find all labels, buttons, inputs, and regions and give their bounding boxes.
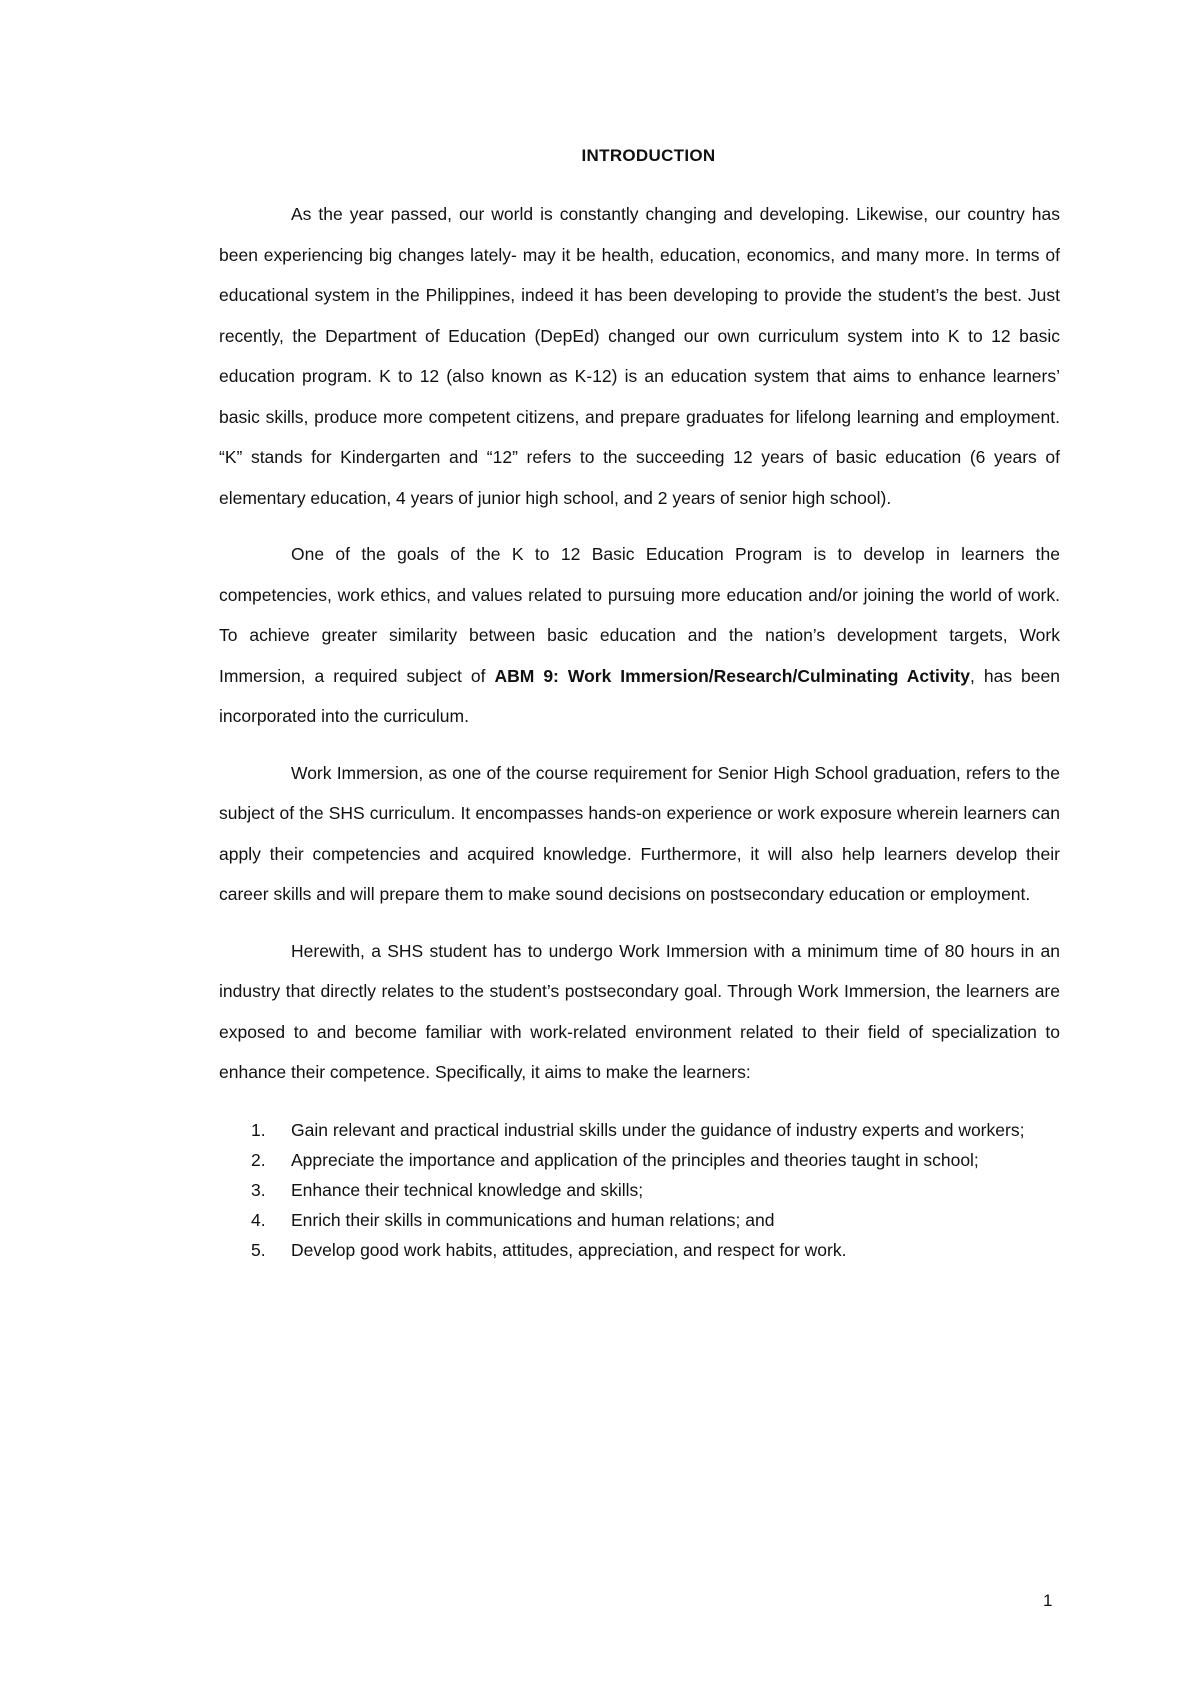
list-item-text: Enrich their skills in communications and human relations; and [291,1209,775,1230]
paragraph-4: Herewith, a SHS student has to undergo Work Immersion with a minimum time of 80 hours in an industry that directly relates to the student’s postsecondary goal. Through Work Immersion, the learners are exposed to and become familiar with work-related environment related to their field of specialization to enhance their competence. Specifically, it aims to make the learners: [219,940,1060,1082]
list-item-number: 1. [251,1119,266,1140]
list-item [219,1205,1060,1235]
list-item [219,1235,1060,1265]
page-number: 1 [1043,1591,1053,1610]
list-item-number: 4. [251,1209,266,1230]
list-item [219,1145,1060,1175]
list-item [219,1175,1060,1205]
list-item-text: Appreciate the importance and application of the principles and theories taught in school; [291,1149,979,1170]
list-item-text: Gain relevant and practical industrial skills under the guidance of industry experts and workers; [291,1119,1025,1140]
aims-list [219,1115,1060,1265]
paragraph-2-bold-subject: ABM 9: Work Immersion/Research/Culminating Activity [494,665,970,686]
page-title: INTRODUCTION [581,146,716,165]
list-item-number: 2. [251,1149,266,1170]
list-item-number: 3. [251,1179,266,1200]
paragraph-2-text-before: One of the goals of the K to 12 Basic Education Program is to develop in learners the competencies, work ethics, and values related to pursuing more education and/or joining the world of work. To achieve greater similarity between basic education and the nation’s development targets, Work Immersion, a required subject of [219,544,1060,686]
paragraph-2 [219,534,1060,737]
page-content [219,146,1060,1265]
paragraph-1: As the year passed, our world is constantly changing and developing. Likewise, our country has been experiencing big changes lately- may it be health, education, economics, and many more. In terms of educational system in the Philippines, indeed it has been developing to provide the student’s the best. Just recently, the Department of Education (DepEd) changed our own curriculum system into K to 12 basic education program. K to 12 (also known as K-12) is an education system that aims to enhance learners’ basic skills, produce more competent citizens, and prepare graduates for lifelong learning and employment. “K” stands for Kindergarten and “12” refers to the succeeding 12 years of basic education (6 years of elementary education, 4 years of junior high school, and 2 years of senior high school). [219,204,1060,508]
list-item [219,1115,1060,1145]
list-item-number: 5. [251,1239,266,1260]
paragraph-3: Work Immersion, as one of the course requirement for Senior High School graduation, refers to the subject of the SHS curriculum. It encompasses hands-on experience or work exposure wherein learners can apply their competencies and acquired knowledge. Furthermore, it will also help learners develop their career skills and will prepare them to make sound decisions on postsecondary education or employment. [219,762,1060,904]
list-item-text: Develop good work habits, attitudes, appreciation, and respect for work. [291,1239,847,1260]
list-item-text: Enhance their technical knowledge and skills; [291,1179,644,1200]
paragraph-2-text-after: , has been incorporated into the curriculum. [219,665,1060,726]
